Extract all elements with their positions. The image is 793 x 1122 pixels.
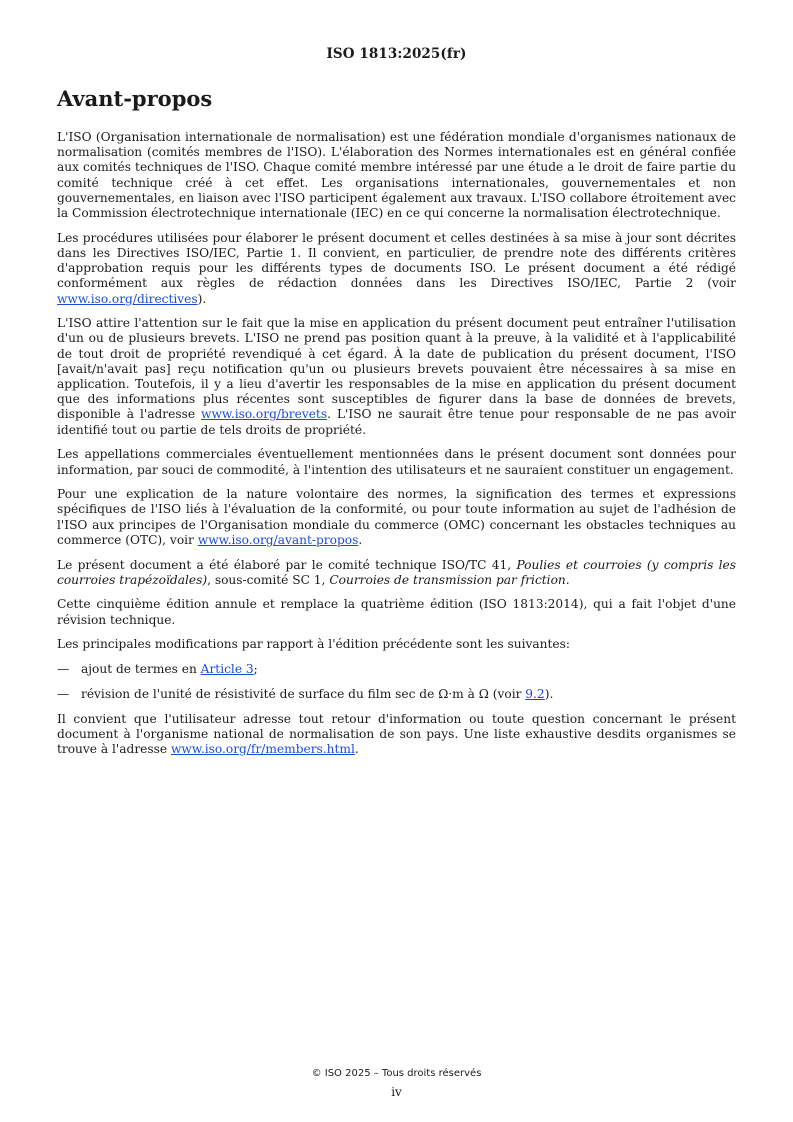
avant-propos-link[interactable]: www.iso.org/avant-propos — [197, 532, 359, 547]
paragraph-5 — [57, 487, 736, 548]
clause-9-2-link[interactable]: 9.2 — [525, 686, 545, 701]
paragraph-3-tail: . L'ISO ne saurait être tenue pour responsable de ne pas avoir identifié tout ou partie de tels droits de propriété. — [57, 407, 736, 437]
paragraph-6-part-a: Le présent document a été élaboré par le comité technique ISO/TC 41, — [57, 557, 517, 572]
paragraph-5-tail: . — [358, 532, 363, 547]
dash-marker: — — [57, 686, 70, 701]
paragraph-3 — [57, 316, 736, 438]
list-item-text-tail: ; — [253, 662, 258, 677]
paragraph-4: Les appellations commerciales éventuellement mentionnées dans le présent document sont données pour information, par souci de commodité, à l'intention des utilisateurs et ne sauraient constituer un engagement. — [57, 447, 736, 477]
paragraph-6 — [57, 558, 736, 588]
paragraph-9 — [57, 712, 736, 758]
page-title: Avant-propos — [57, 86, 213, 111]
list-item-text-main: ajout de termes en — [81, 662, 201, 677]
directives-link[interactable]: www.iso.org/directives — [57, 291, 198, 306]
article-3-link[interactable]: Article 3 — [200, 662, 254, 677]
paragraph-3-text: L'ISO attire l'attention sur le fait que la mise en application du présent document peut entraîner l'utilisation d'un ou de plusieurs brevets. L'ISO ne prend pas position quant à la preuve, à la validité et à l'applicabilité de tout droit de propriété revendiqué à cet égard. À la date de publication du présent document, l'ISO [avait/n'avait pas] reçu notification qu'un ou plusieurs brevets pouvaient être nécessaires à sa mise en application. Toutefois, il y a lieu d'avertir les responsables de la mise en application du présent document que des informations plus récentes sont susceptibles de figurer dans la base de données de brevets, disponible à l'adresse — [57, 316, 736, 422]
document-header: ISO 1813:2025(fr) — [326, 46, 467, 62]
list-item — [57, 687, 736, 702]
brevets-link[interactable]: www.iso.org/brevets — [201, 407, 328, 422]
list-item — [57, 662, 736, 677]
committee-title: Poulies et courroies (y compris les courroies trapézoïdales) — [57, 557, 737, 587]
document-body — [57, 130, 736, 767]
paragraph-1: L'ISO (Organisation internationale de normalisation) est une fédération mondiale d'organismes nationaux de normalisation (comités membres de l'ISO). L'élaboration des Normes internationales est en général confiée aux comités techniques de l'ISO. Chaque comité membre intéressé par une étude a le droit de faire partie du comité technique créé à cet effet. Les organisations internationales, gouvernementales et non gouvernementales, en liaison avec l'ISO participent également aux travaux. L'ISO collabore étroitement avec la Commission électrotechnique internationale (IEC) en ce qui concerne la normalisation électrotechnique. — [57, 130, 736, 221]
members-link[interactable]: www.iso.org/fr/members.html — [170, 741, 355, 756]
page-number: iv — [391, 1085, 402, 1099]
list-item-text-tail: ). — [544, 686, 554, 701]
dash-marker: — — [57, 662, 70, 677]
paragraph-5-text: Pour une explication de la nature volontaire des normes, la signification des termes et expressions spécifiques de l'ISO liés à l'évaluation de la conformité, ou pour toute information au sujet de l'adhésion de l'ISO aux principes de l'Organisation mondiale du commerce (OMC) concernant les obstacles techniques au commerce (OTC), voir — [57, 487, 736, 547]
paragraph-6-part-c: , sous-comité SC 1, — [207, 572, 330, 587]
paragraph-8: Les principales modifications par rapport à l'édition précédente sont les suivantes: — [57, 637, 570, 652]
paragraph-2 — [57, 231, 736, 307]
list-item-text-main: révision de l'unité de résistivité de surface du film sec de Ω·m à Ω (voir — [81, 686, 526, 701]
paragraph-9-text: Il convient que l'utilisateur adresse tout retour d'information ou toute question concernant le présent document à l'organisme national de normalisation de son pays. Une liste exhaustive desdits organismes se trouve à l'adresse — [57, 711, 736, 756]
paragraph-2-tail: ). — [197, 291, 207, 306]
copyright-footer: © ISO 2025 – Tous droits réservés — [311, 1068, 482, 1079]
paragraph-9-tail: . — [354, 741, 359, 756]
paragraph-2-text: Les procédures utilisées pour élaborer le présent document et celles destinées à sa mise à jour sont décrites dans les Directives ISO/IEC, Partie 1. Il convient, en particulier, de prendre note des différents critères d'approbation requis pour les différents types de documents ISO. Le présent document a été rédigé conformément aux règles de rédaction données dans les Directives ISO/IEC, Partie 2 (voir — [57, 230, 736, 291]
list-item-text — [81, 687, 736, 702]
paragraph-7: Cette cinquième édition annule et remplace la quatrième édition (ISO 1813:2014), qui a fait l'objet d'une révision technique. — [57, 597, 736, 627]
list-item-text — [81, 662, 736, 677]
subcommittee-title: Courroies de transmission par friction. — [329, 572, 570, 587]
